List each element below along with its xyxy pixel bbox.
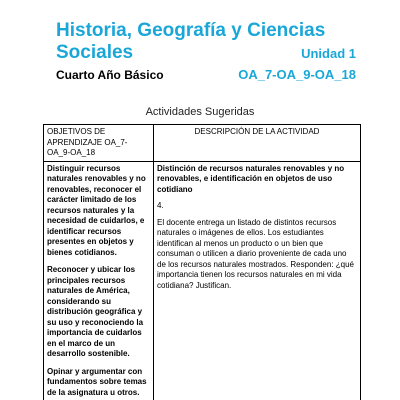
title-row (56, 42, 356, 64)
description-header: DESCRIPCIÓN DE LA ACTIVIDAD (154, 125, 361, 162)
unit-label: Unidad 1 (301, 46, 356, 61)
subject-title-line1: Historia, Geografía y Ciencias (56, 20, 326, 41)
objective-item: Distinguir recursos naturales renovables y no renovables, reconocer el carácter limitado de los recursos naturales y la necesidad de cuidarlos, e identificar recursos presentes en objetos y bienes cotidianos. (47, 163, 146, 257)
document-header (56, 20, 356, 82)
activities-table (43, 124, 361, 400)
section-title: Actividades Sugeridas (145, 106, 255, 118)
description-cell (154, 161, 361, 400)
objectives-header: OBJETIVOS DE APRENDIZAJE OA_7-OA_9-OA_18 (44, 125, 154, 162)
table-row (44, 161, 361, 400)
activity-title: Distinción de recursos naturales renovables y no renovables, e identificación en objetos de uso cotidiano (157, 163, 345, 194)
grade-row (56, 67, 356, 82)
objective-item: Opinar y argumentar con fundamentos sobre temas de la asignatura u otros. (47, 366, 147, 397)
activity-number: 4. (157, 201, 164, 210)
grade-label: Cuarto Año Básico (56, 68, 164, 82)
objectives-cell (44, 161, 154, 400)
objective-item: Reconocer y ubicar los principales recursos naturales de América, considerando su distribución geográfica y su uso y reconociendo la importancia de cuidarlos en el marco de un desarrollo sostenible. (47, 265, 144, 358)
oa-codes-label: OA_7-OA_9-OA_18 (238, 67, 356, 82)
subject-title-line2: Sociales (56, 42, 134, 63)
activity-body: El docente entrega un listado de distintos recursos naturales o imágenes de ellos. Los estudiantes identifican al menos un producto o un bien que consuman o utilicen a diario proveniente de cada uno de los recursos naturales mostrados. Responden: ¿qué importancia tienen los recursos naturales en mi vida cotidiana? Justifican. (157, 217, 354, 290)
table-header-row (44, 125, 361, 162)
